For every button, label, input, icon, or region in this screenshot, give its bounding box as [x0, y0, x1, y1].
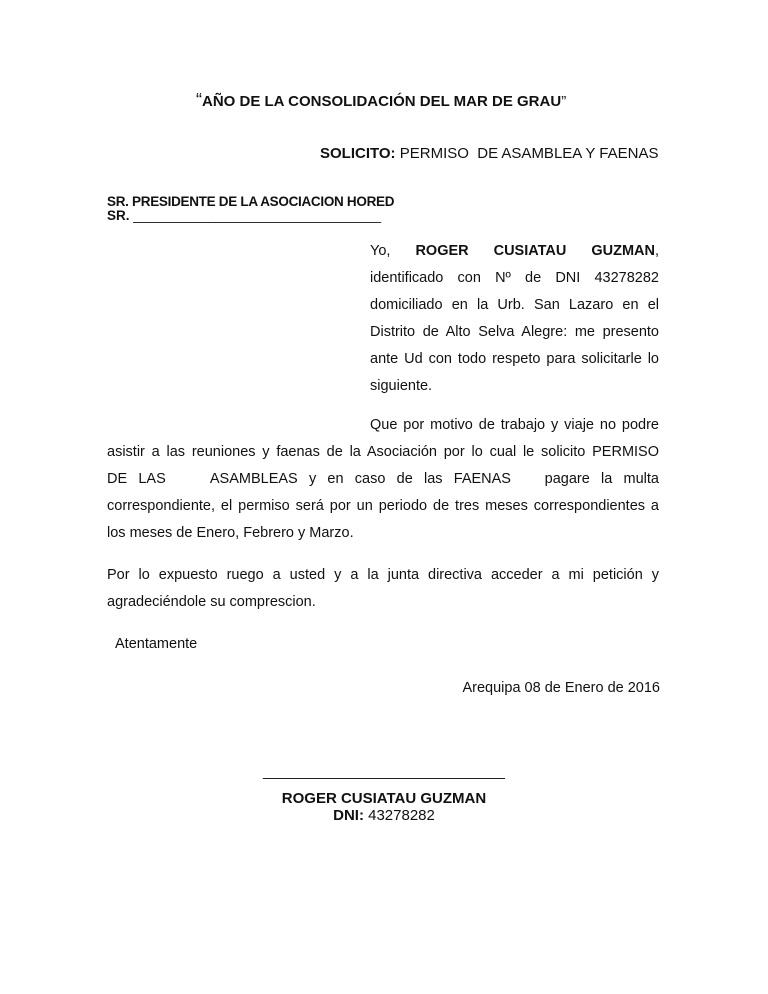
applicant-name: ROGER CUSIATAU GUZMAN: [415, 243, 655, 259]
intro-comma: ,: [654, 243, 660, 259]
closing-paragraph: [107, 562, 659, 616]
intro-line: domiciliado en la Urb. San Lazaro en el: [370, 297, 659, 313]
body-first-line: Que por motivo de trabajo y viaje no podre: [370, 417, 659, 433]
subject-text: PERMISO DE ASAMBLEA Y FAENAS: [399, 145, 659, 162]
place-date: Arequipa 08 de Enero de 2016: [462, 680, 660, 696]
signature-block: [250, 764, 518, 824]
intro-first-line: [370, 238, 659, 265]
body-paragraph: [107, 412, 659, 547]
farewell: Atentamente: [115, 636, 198, 652]
intro-block: [370, 238, 659, 400]
body-last-line: los meses de Enero, Febrero y Marzo.: [107, 525, 354, 541]
open-quote: “: [196, 90, 202, 110]
signature-line: ______________________________: [263, 764, 505, 780]
body-line: asistir a las reuniones y faenas de la Asociación por lo cual le solicito PERMISO: [107, 444, 659, 460]
intro-last-line: siguiente.: [370, 378, 433, 394]
signature-dni: [250, 808, 518, 824]
addressee-line-1: SR. PRESIDENTE DE LA ASOCIACION HORED: [107, 194, 395, 209]
body-line: correspondiente, el permiso será por un periodo de tres meses correspondientes a: [107, 498, 659, 514]
intro-line: ante Ud con todo respeto para solicitarle lo: [370, 351, 659, 367]
addressee-blank: _________________________________: [133, 208, 382, 223]
addressee-prefix: SR.: [107, 208, 130, 223]
signature-name: ROGER CUSIATAU GUZMAN: [281, 790, 487, 807]
dni-value: 43278282: [368, 807, 435, 824]
closing-line-1: Por lo expuesto ruego a usted y a la junta directiva acceder a mi petición y: [107, 567, 659, 583]
close-quote: ”: [561, 93, 567, 110]
dni-label: DNI:: [333, 807, 364, 824]
body-line: DE LAS ASAMBLEAS y en caso de las FAENAS pagare la multa: [107, 471, 659, 487]
addressee-line-2: [107, 208, 381, 223]
closing-line-2: agradeciéndole su comprescion.: [107, 594, 316, 610]
year-motto: [196, 90, 566, 111]
intro-yo: Yo,: [370, 243, 391, 259]
subject-label: SOLICITO:: [320, 145, 396, 162]
intro-line: identificado con Nº de DNI 43278282: [370, 270, 659, 286]
year-motto-text: AÑO DE LA CONSOLIDACIÓN DEL MAR DE GRAU: [202, 93, 562, 110]
subject-line: [320, 145, 658, 162]
intro-line: Distrito de Alto Selva Alegre: me presento: [370, 324, 659, 340]
